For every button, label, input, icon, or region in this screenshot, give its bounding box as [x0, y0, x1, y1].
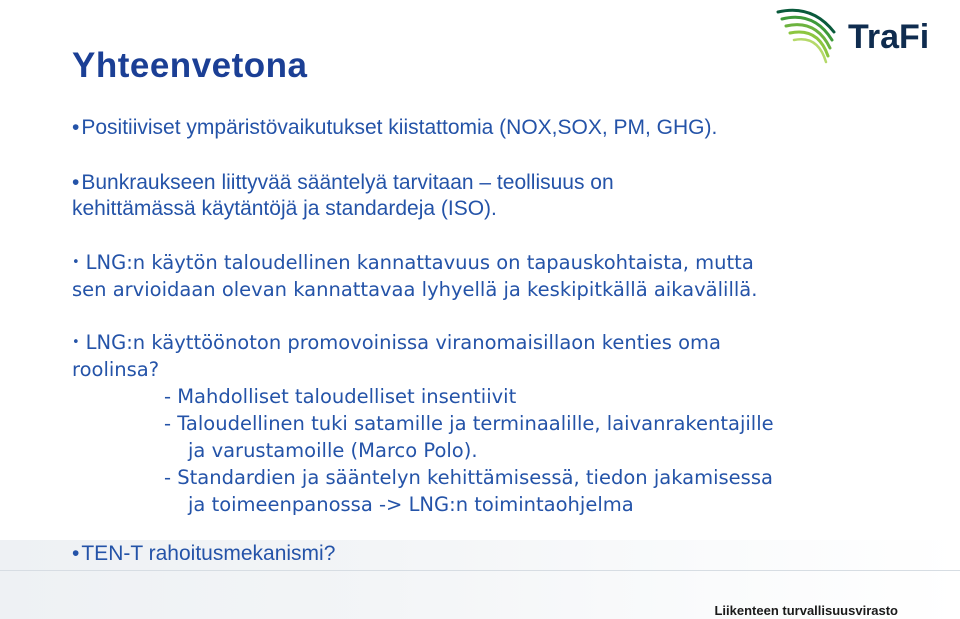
trafi-swoosh-icon — [772, 2, 942, 66]
bullet-icon: • — [72, 255, 80, 270]
logo-text: TraFi — [848, 18, 930, 56]
bullet-1: •Positiiviset ympäristövaikutukset kiistattomia (NOX,SOX, PM, GHG). — [72, 116, 718, 139]
bullet-icon: • — [72, 171, 80, 194]
bullet-icon: • — [72, 116, 80, 139]
bullet-2: •Bunkraukseen liittyvää sääntelyä tarvitaan – teollisuus on kehittämässä käytäntöjä ja standardeja (ISO). — [72, 171, 614, 220]
bullet-icon: • — [72, 335, 80, 350]
footer-text: Liikenteen turvallisuusvirasto — [714, 603, 898, 618]
sub-item-1: - Mahdolliset taloudelliset insentiivit — [164, 385, 517, 408]
bullet-4: • LNG:n käyttöönoton promovoinissa viranomaisillaon kenties oma roolinsa? - Mahdolliset taloudelliset insentiivit - Taloudellinen tuki satamille ja terminaalille, laivanrakentajille ja varustamoille (Marco Polo). - Standardien ja sääntelyn kehittämisessä, tiedon jakamisessa ja toimeenpanossa -> LNG:n toimintaohjelma — [72, 331, 774, 516]
bullet-icon: • — [72, 542, 80, 565]
bullet-3: • LNG:n käytön taloudellinen kannattavuus on tapauskohtaista, mutta sen arvioidaan olevan kannattavaa lyhyellä ja keskipitkällä aikavälillä. — [72, 251, 758, 301]
sub-item-3: - Standardien ja sääntelyn kehittämisessä, tiedon jakamisessa — [164, 466, 773, 489]
bullet-5: •TEN-T rahoitusmekanismi? — [72, 542, 336, 565]
sub-item-2: - Taloudellinen tuki satamille ja terminaalille, laivanrakentajille — [164, 412, 774, 435]
footer-divider — [0, 570, 960, 571]
trafi-logo — [772, 2, 942, 66]
slide-title: Yhteenvetona — [72, 46, 308, 85]
